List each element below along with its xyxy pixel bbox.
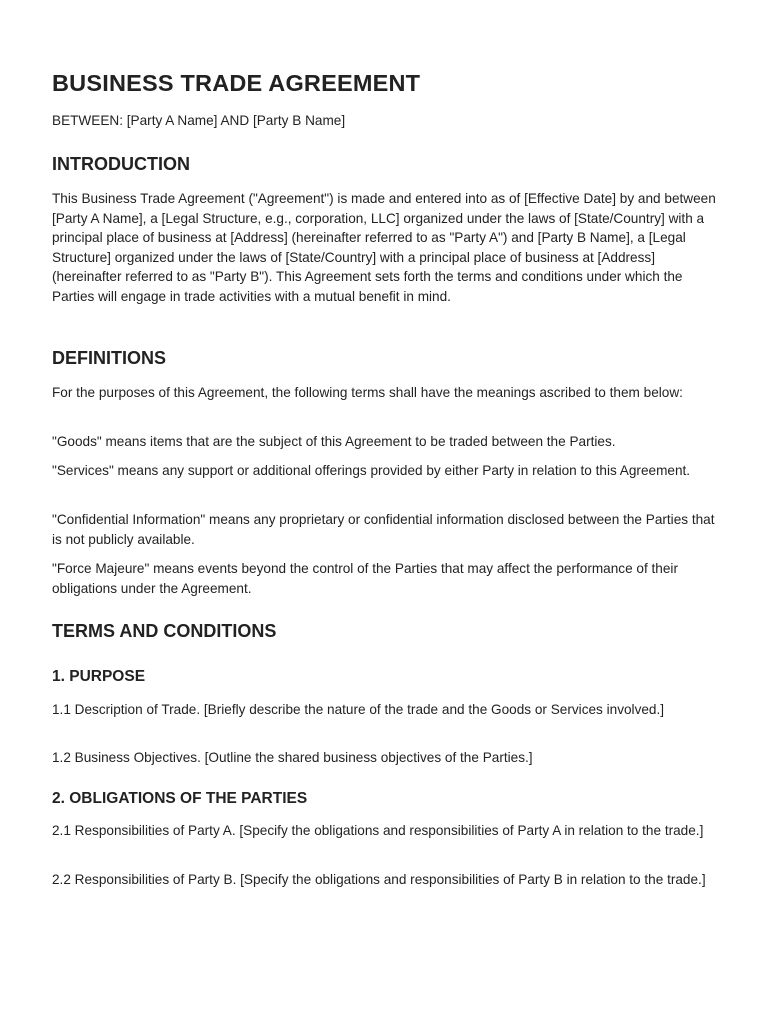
definitions-heading: DEFINITIONS bbox=[52, 348, 167, 368]
clause-1-2: 1.2 Business Objectives. [Outline the shared business objectives of the Parties.] bbox=[52, 750, 533, 765]
parties-line: BETWEEN: [Party A Name] AND [Party B Name] bbox=[52, 113, 346, 128]
obligations-heading: 2. OBLIGATIONS OF THE PARTIES bbox=[52, 790, 308, 807]
definition-goods: "Goods" means items that are the subject of this Agreement to be traded between the Parties. bbox=[52, 434, 616, 449]
introduction-paragraph: This Business Trade Agreement ("Agreement") is made and entered into as of [Effective Date] by and between [Party A Name], a [Legal Structure, e.g., corporation, LLC] organized under the laws of [State/Country] with a principal place of business at [Address] (hereinafter referred to as "Party A") and [Party B Name], a [Legal Structure] organized under the laws of [State/Country] with a principal place of business at [Address] (hereinafter referred to as "Party B"). This Agreement sets forth the terms and conditions under which the Parties will engage in trade activities with a mutual benefit in mind. bbox=[52, 191, 716, 304]
clause-1-1: 1.1 Description of Trade. [Briefly describe the nature of the trade and the Goods or Services involved.] bbox=[52, 702, 665, 717]
document-title: BUSINESS TRADE AGREEMENT bbox=[52, 70, 421, 96]
introduction-heading: INTRODUCTION bbox=[52, 154, 190, 174]
purpose-heading: 1. PURPOSE bbox=[52, 668, 146, 685]
definitions-intro: For the purposes of this Agreement, the following terms shall have the meanings ascribed to them below: bbox=[52, 385, 683, 400]
clause-2-2: 2.2 Responsibilities of Party B. [Specify the obligations and responsibilities of Party B in relation to the trade.] bbox=[52, 872, 706, 887]
definition-force-majeure: "Force Majeure" means events beyond the control of the Parties that may affect the performance of their obligations under the Agreement. bbox=[52, 561, 678, 596]
clause-2-1: 2.1 Responsibilities of Party A. [Specify the obligations and responsibilities of Party A in relation to the trade.] bbox=[52, 823, 704, 838]
terms-heading: TERMS AND CONDITIONS bbox=[52, 621, 277, 641]
definition-confidential-information: "Confidential Information" means any proprietary or confidential information disclosed between the Parties that is not publicly available. bbox=[52, 512, 715, 547]
definition-services: "Services" means any support or additional offerings provided by either Party in relation to this Agreement. bbox=[52, 463, 691, 478]
